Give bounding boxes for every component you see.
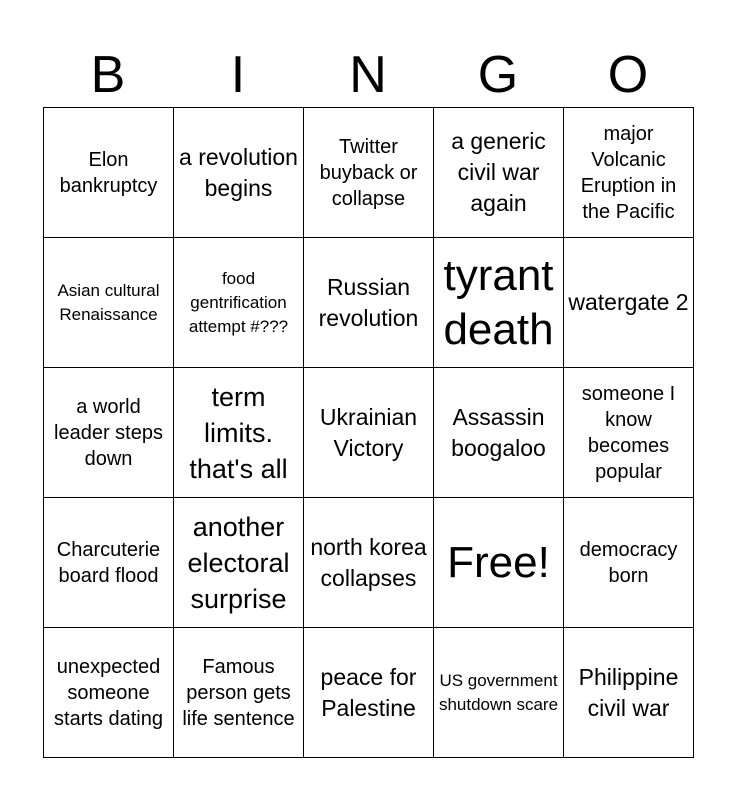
bingo-cell[interactable] [44,108,174,238]
cell-text: major Volcanic Eruption in the Pacific [580,122,677,223]
bingo-cell[interactable] [44,498,174,628]
bingo-cell[interactable] [434,368,564,498]
bingo-cell[interactable] [174,628,304,758]
bingo-cell[interactable] [564,108,694,238]
bingo-cell[interactable] [44,628,174,758]
bingo-cell[interactable] [304,368,434,498]
cell-text: Russian revolution [318,273,419,331]
bingo-cell[interactable] [434,628,564,758]
bingo-cell[interactable] [44,238,174,368]
cell-text: another electoral surprise [187,511,290,614]
cell-text: democracy born [579,538,678,587]
bingo-grid [43,107,694,758]
bingo-cell[interactable] [304,238,434,368]
header-letter-b: B [90,46,126,104]
bingo-cell[interactable] [174,368,304,498]
cell-text: food gentrification attempt #??? [188,268,289,336]
cell-text: someone I know becomes popular [581,382,676,483]
free-space-cell[interactable] [434,498,564,628]
cell-text: tyrant death [443,250,554,354]
header-letter-o: O [607,46,649,104]
bingo-cell[interactable] [304,498,434,628]
cell-text: Free! [447,537,550,587]
cell-text: Ukrainian Victory [319,403,418,461]
cell-text: US government shutdown scare [438,670,559,714]
cell-text: unexpected someone starts dating [54,655,163,730]
bingo-header [43,44,693,106]
cell-text: watergate 2 [568,289,689,315]
header-letter-n: N [349,46,387,104]
bingo-cell[interactable] [174,238,304,368]
bingo-cell[interactable] [434,108,564,238]
header-letter-i: I [230,46,246,104]
bingo-cell[interactable] [174,108,304,238]
bingo-cell[interactable] [304,628,434,758]
cell-text: Asian cultural Renaissance [57,280,160,324]
bingo-cell[interactable] [174,498,304,628]
bingo-cell[interactable] [564,238,694,368]
cell-text: Assassin boogaloo [451,403,546,461]
cell-text: Twitter buyback or collapse [319,135,418,210]
bingo-cell[interactable] [564,498,694,628]
cell-text: a generic civil war again [451,128,546,216]
cell-text: Elon bankruptcy [59,148,158,197]
cell-text: a world leader steps down [54,395,163,470]
cell-text: a revolution begins [179,143,298,201]
bingo-cell[interactable] [564,628,694,758]
cell-text: Philippine civil war [578,663,679,721]
bingo-cell[interactable] [564,368,694,498]
cell-text: Famous person gets life sentence [182,655,295,730]
cell-text: term limits. that's all [189,381,288,484]
bingo-cell[interactable] [304,108,434,238]
cell-text: north korea collapses [310,533,427,591]
bingo-cell[interactable] [44,368,174,498]
cell-text: peace for Palestine [320,663,417,721]
bingo-cell[interactable] [434,238,564,368]
header-letter-g: G [477,46,519,104]
cell-text: Charcuterie board flood [56,538,161,587]
